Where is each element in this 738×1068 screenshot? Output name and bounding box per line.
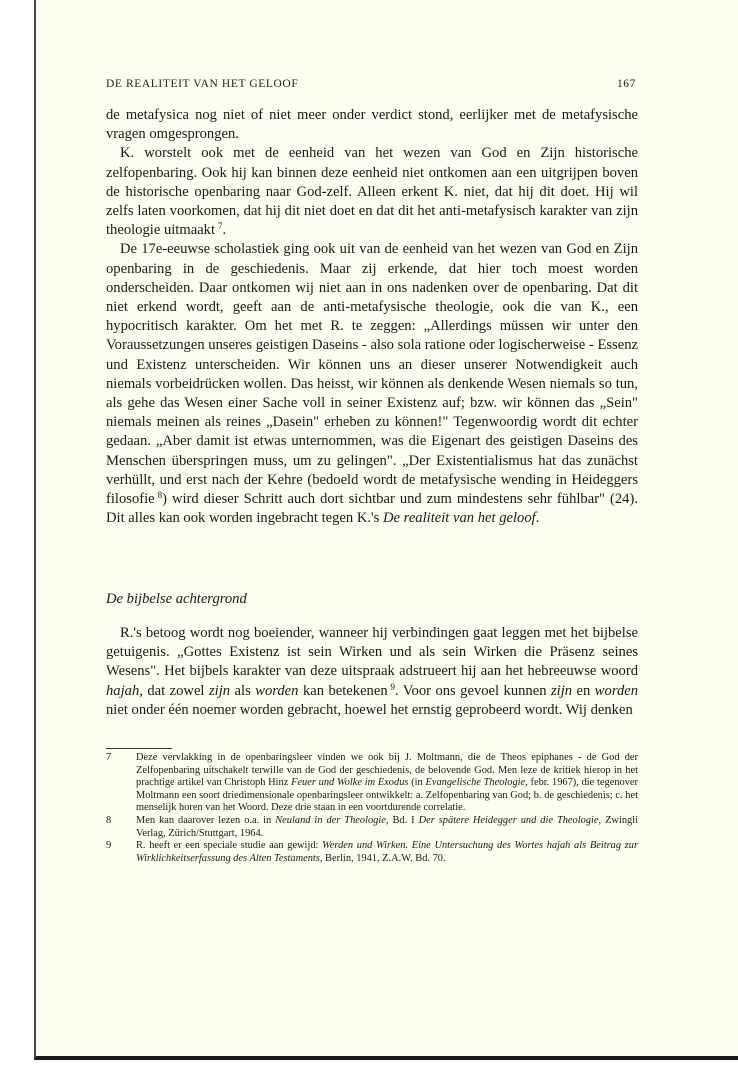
footnote-ref-8[interactable]: 8: [157, 490, 163, 501]
term-zijn-2: zijn: [550, 682, 573, 699]
section-heading: De bijbelse achtergrond: [106, 591, 247, 607]
footnote-7: [106, 752, 638, 815]
section-paragraph-1: [106, 624, 638, 720]
paragraph-2-end: .: [222, 222, 227, 239]
body-text: [106, 106, 638, 528]
paragraph-3-text-b: ) wird dieser Schritt auch dort sichtbar und zum mindestens sehr fühlbar" (24). Dit alles kan ook worden ingebracht tegen K.'s: [106, 491, 638, 527]
term-worden: worden: [255, 682, 299, 699]
fn9-a: R. heeft er een speciale studie aan gewijd:: [136, 840, 319, 852]
sp-text-f: en: [576, 682, 591, 699]
footnotes: [106, 752, 638, 865]
fn7-title-2: Evangelische Theologie: [425, 777, 526, 789]
book-page: [34, 0, 738, 1060]
paragraph-3-end: .: [535, 510, 540, 527]
term-worden-2: worden: [594, 682, 639, 699]
sp-text-a: R.'s betoog wordt nog boeiender, wanneer hij verbindingen gaat leggen met het bijbelse getuigenis. „Gottes Existenz ist sein Wirken und als sein Wirken die Präsenz seines Wesens". Het bijbels karakter van deze uitspraak adstrueert hij aan het hebreeuwse woord: [106, 625, 638, 680]
footnote-9: [106, 840, 638, 865]
book-title: De realiteit van het geloof: [383, 510, 536, 527]
page-number: 167: [616, 78, 636, 90]
paragraph-2: [106, 144, 638, 240]
sp-text-d: kan betekenen: [302, 682, 388, 699]
fn7-title-1: Feuer und Wolke im Exodus: [291, 777, 409, 789]
footnote-7-number: 7: [106, 752, 112, 763]
sp-text-g: niet onder één noemer worden gebracht, hoewel het ernstig geprobeerd wordt. Wij denken: [106, 701, 633, 718]
fn8-a: Men kan daarover lezen o.a. in: [136, 814, 272, 826]
sp-text-c: als: [234, 682, 251, 699]
section-body: [106, 624, 638, 720]
paragraph-3-text-a: De 17e-eeuwse scholastiek ging ook uit van de eenheid van het wezen van God en Zijn openbaring in de geschiedenis. Maar zij erkende, dat hier toch moest worden onderscheiden. Daar ontkomen wij niet aan in ons nadenken over de openbaring. Dat dit niet erkend wordt, geeft aan de anti-metafysische theologie, ook die van K., een hypocritisch karakter. Om het met R. te zeggen: „Allerdings müssen wir unter den Voraussetzungen unseres geistigen Daseins - also sola ratione oder logischerweise - Essenz und Existenz unterscheiden. Wir können uns an dieser unserer Notwendigkeit auch niemals vorbeidrücken wollen. Das heisst, wir können als denkende Wesen niemals so tun, als gehe das Wesen einer Sache voll in seiner Existenz auf; bzw. wir können das „Sein" niemals meinen als reines „Dasein" erheben zu können!" Tegenwoordig wordt dit echter gedaan. „Aber damit ist etwas unternommen, was die Eigenart des geistigen Daseins des Menschen überspringen muss, um zu gelingen". „Der Existentialismus hat das zunächst verhüllt, und erst nach der Kehre (bedoeld wordt de metafysische wending in Heideggers filosofie: [106, 241, 638, 508]
fn7-c: , febr. 1967), die tegenover Moltmann een soort driedimensionale openbaringsleer ontwikkelt: a. Zelfopenbaring van God; b. de geschiedenis; c. het menselijk horen van het Woord. Deze drie staan in een voortdurende correlatie.: [136, 777, 638, 814]
footnote-8-number: 8: [106, 814, 112, 826]
fn7-b: (in: [411, 777, 423, 789]
footnote-ref-7[interactable]: 7: [217, 221, 223, 232]
footnote-ref-9[interactable]: 9: [390, 681, 396, 692]
running-title: DE REALITEIT VAN HET GELOOF: [106, 78, 299, 90]
sp-text-e: . Voor ons gevoel kunnen: [395, 682, 547, 699]
fn7-a: Deze vervlakking in de openbaringsleer vinden we ook bij J. Moltmann, die de Theos epiphanes - de God der Zelfopenbaring uitschakelt terwille van de God der geschiedenis, de belovende God. Men leze de kritiek hierop in het prachtige artikel van Christoph Hinz: [136, 752, 638, 789]
fn8-title-1: Neuland in der Theologie: [275, 814, 386, 826]
fn8-c: , Zwingli Verlag, Zürich/Stuttgart, 1964.: [136, 814, 638, 839]
paragraph-3: [106, 240, 638, 528]
fn8-title-2: Der spätere Heidegger und die Theologie: [418, 814, 599, 826]
footnote-8: [106, 815, 638, 840]
footnote-9-number: 9: [106, 840, 112, 852]
fn9-title-1: Werden und Wirken. Eine Untersuchung des Wortes hajah als Beitrag zur Wirklichkeitserfassung des Alten Testaments: [136, 840, 638, 864]
fn9-b: , Berlin, 1941, Z.A.W. Bd. 70.: [319, 852, 446, 864]
term-zijn: zijn: [208, 682, 231, 699]
sp-text-b: , dat zowel: [139, 682, 205, 699]
paragraph-1: de metafysica nog niet of niet meer onder verdict stond, eerlijker met de metafysische vragen omgesprongen.: [106, 107, 638, 143]
footnote-rule: [106, 748, 172, 749]
fn8-b: , Bd. I: [385, 814, 415, 826]
term-hajah: hajah: [106, 682, 140, 699]
paragraph-2-text: K. worstelt ook met de eenheid van het wezen van God en Zijn historische zelfopenbaring. Ook hij kan binnen deze eenheid niet ontkomen aan een uitgrijpen boven de historische openbaring naar God-zelf. Alleen erkent K. niet, dat hij dit doet. Hij wil zelfs laten voorkomen, dat hij dit niet doet en dat dit het anti-metafysisch karakter van zijn theologie uitmaakt: [106, 145, 638, 239]
